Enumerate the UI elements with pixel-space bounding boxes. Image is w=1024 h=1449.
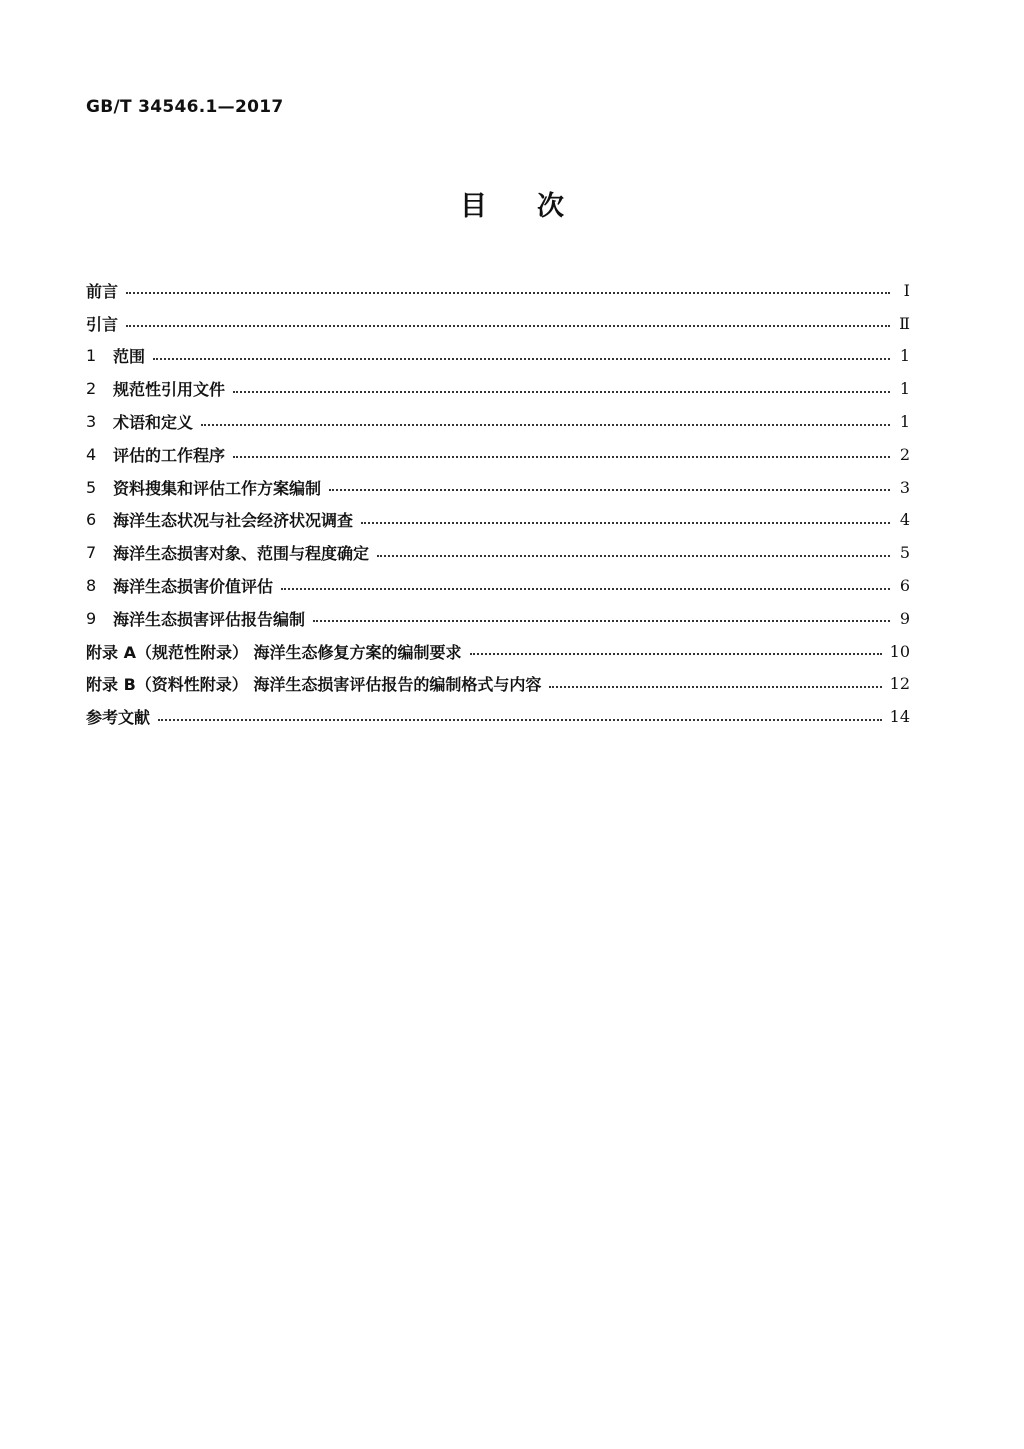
toc-title-char-1: 目 xyxy=(460,191,487,222)
toc-entry-label: 附录 B（资料性附录） 海洋生态损害评估报告的编制格式与内容 xyxy=(86,675,542,695)
toc-entry-page-number: Ⅰ xyxy=(903,280,910,300)
toc-dot-leader xyxy=(281,588,890,590)
toc-dot-leader xyxy=(233,391,890,393)
toc-entry-number: 4 xyxy=(86,444,97,464)
toc-entry[interactable] xyxy=(86,668,910,701)
toc-dot-leader xyxy=(158,719,882,721)
toc-entry-page-number: 1 xyxy=(899,379,910,399)
toc-entry-page-number: 14 xyxy=(889,707,910,727)
toc-entry[interactable] xyxy=(86,340,910,373)
toc-entry-label: 引言 xyxy=(86,314,119,334)
toc-entry-page-number: 2 xyxy=(899,444,910,464)
toc-entry[interactable] xyxy=(86,405,910,438)
toc-entry-label: 术语和定义 xyxy=(113,413,194,433)
toc-entry-label: 资料搜集和评估工作方案编制 xyxy=(113,478,322,498)
toc-dot-leader xyxy=(201,424,890,426)
toc-dot-leader xyxy=(126,325,890,327)
toc-entry-number: 3 xyxy=(86,412,97,432)
toc-entry-number: 6 xyxy=(86,510,97,530)
toc-entry-label: 范围 xyxy=(113,347,146,367)
toc-entry-page-number: 12 xyxy=(889,674,910,694)
toc-title xyxy=(0,184,1024,223)
toc-entry-number: 9 xyxy=(86,608,97,628)
toc-dot-leader xyxy=(329,489,890,491)
toc-entry-label: 前言 xyxy=(86,281,119,301)
toc-entry[interactable] xyxy=(86,372,910,405)
toc-dot-leader xyxy=(361,522,890,524)
toc-entry-number: 2 xyxy=(86,379,97,399)
toc-entry-label: 附录 A（规范性附录） 海洋生态修复方案的编制要求 xyxy=(86,642,462,662)
toc-entry[interactable] xyxy=(86,602,910,635)
toc-entry-page-number: 1 xyxy=(899,412,910,432)
standard-code: GB/T 34546.1—2017 xyxy=(86,97,284,117)
toc-entry-number: 1 xyxy=(86,346,97,366)
toc-entry[interactable] xyxy=(86,504,910,537)
toc-dot-leader xyxy=(470,653,882,655)
toc-entry-number: 8 xyxy=(86,576,97,596)
toc-entry-label: 海洋生态损害评估报告编制 xyxy=(113,609,306,629)
toc-dot-leader xyxy=(549,686,881,688)
toc-entry[interactable] xyxy=(86,536,910,569)
toc-entry-label: 参考文献 xyxy=(86,708,151,728)
toc-entry-number: 5 xyxy=(86,477,97,497)
toc-entry-page-number: 3 xyxy=(899,477,910,497)
toc-entry[interactable] xyxy=(86,569,910,602)
toc-entry-page-number: 10 xyxy=(889,641,910,661)
toc-dot-leader xyxy=(313,620,890,622)
toc-entry[interactable] xyxy=(86,438,910,471)
toc-entry-page-number: 9 xyxy=(899,608,910,628)
toc-entry-page-number: 5 xyxy=(899,543,910,563)
toc-dot-leader xyxy=(153,358,890,360)
toc-entry-label: 海洋生态损害对象、范围与程度确定 xyxy=(113,544,370,564)
toc-entry-label: 海洋生态损害价值评估 xyxy=(113,577,274,597)
toc-entry-label: 评估的工作程序 xyxy=(113,445,226,465)
toc-entry[interactable] xyxy=(86,307,910,340)
toc-entry[interactable] xyxy=(86,635,910,668)
table-of-contents xyxy=(86,274,910,733)
toc-entry[interactable] xyxy=(86,700,910,733)
toc-entry-page-number: 4 xyxy=(899,510,910,530)
toc-entry[interactable] xyxy=(86,471,910,504)
toc-dot-leader xyxy=(126,292,890,294)
toc-entry-page-number: 1 xyxy=(899,346,910,366)
toc-entry-page-number: Ⅱ xyxy=(899,313,910,333)
toc-entry-page-number: 6 xyxy=(899,576,910,596)
toc-entry[interactable] xyxy=(86,274,910,307)
toc-entry-label: 规范性引用文件 xyxy=(113,380,226,400)
toc-title-char-2: 次 xyxy=(537,191,564,222)
toc-dot-leader xyxy=(233,456,890,458)
toc-dot-leader xyxy=(377,555,890,557)
toc-entry-number: 7 xyxy=(86,543,97,563)
toc-entry-label: 海洋生态状况与社会经济状况调查 xyxy=(113,511,354,531)
